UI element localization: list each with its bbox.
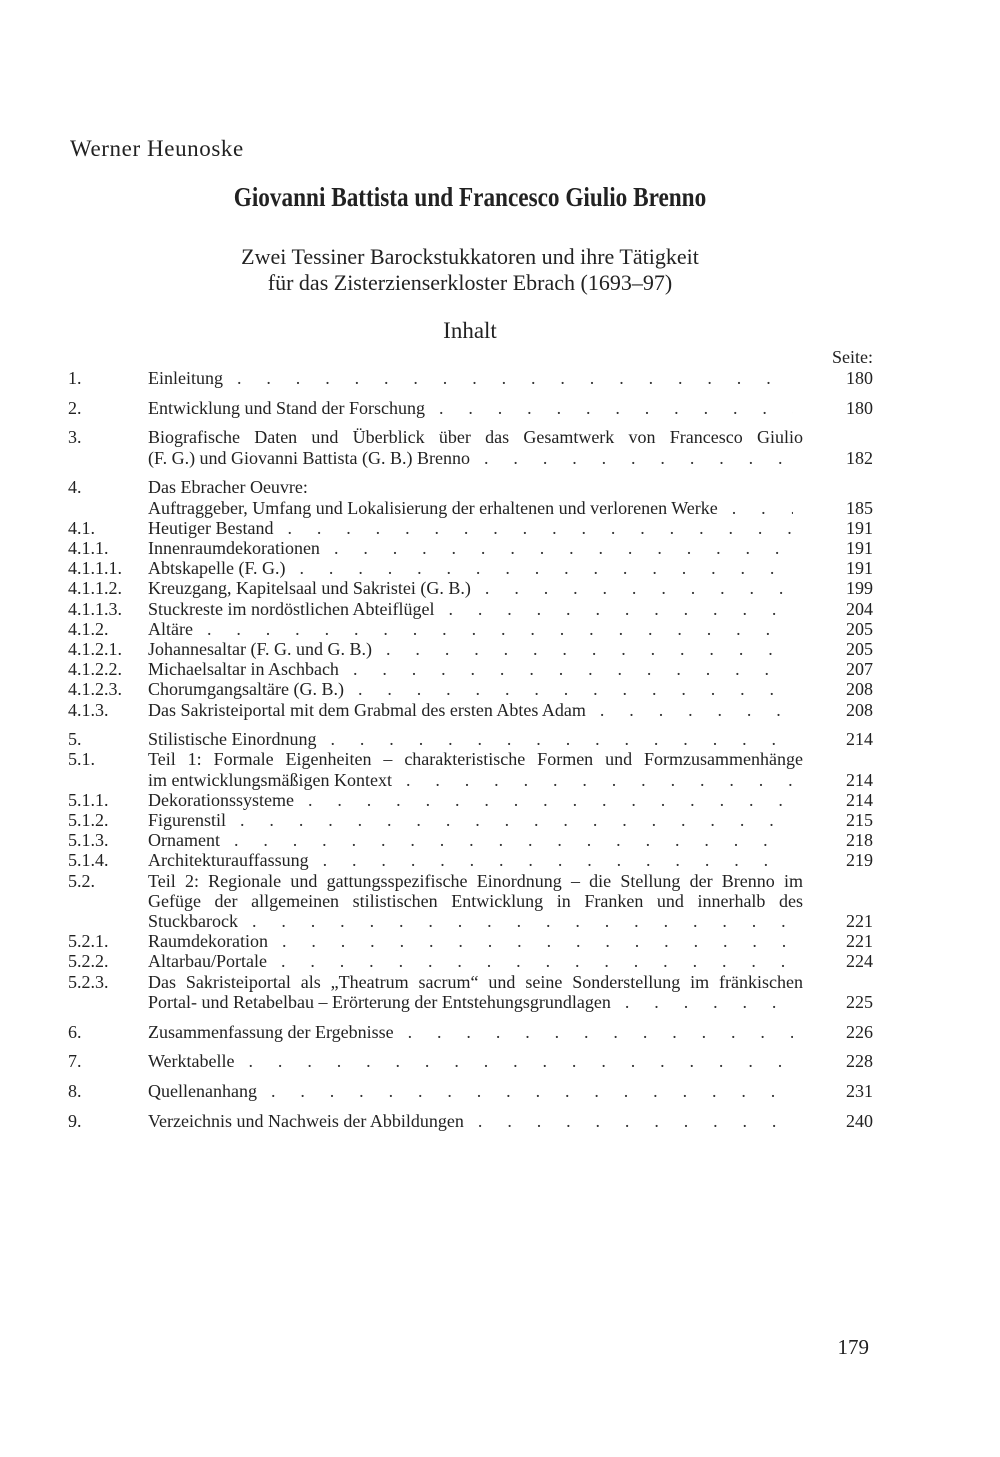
dot-leader xyxy=(294,790,793,810)
subtitle-line-2: für das Zisterzienserkloster Ebrach (1693–97) xyxy=(267,270,673,295)
toc-entry-number: 4. xyxy=(68,477,82,498)
toc-entry xyxy=(68,398,873,418)
toc-entry-page: 185 xyxy=(846,497,873,518)
toc-entry-line xyxy=(148,368,803,388)
toc-entry-number: 5.2. xyxy=(68,870,95,891)
toc-entry-line: Gefüge der allgemeinen stilistischen Entwicklung in Franken und innerhalb des xyxy=(148,890,803,911)
dot-leader xyxy=(257,1081,793,1101)
dot-leader xyxy=(238,911,793,931)
toc-entry-page: 205 xyxy=(846,638,873,659)
dot-leader xyxy=(471,578,793,598)
toc-entry-number: 4.1.1.1. xyxy=(68,558,122,579)
toc-entry-line xyxy=(148,498,803,518)
toc-entry-line: Biografische Daten und Überblick über das Gesamtwerk von Francesco Giulio xyxy=(148,427,803,448)
toc-entry xyxy=(68,830,873,850)
toc-entry-number: 4.1.1. xyxy=(68,537,109,558)
toc-entry-line-text: Johannesaltar (F. G. und G. B.) xyxy=(148,638,373,659)
dot-leader xyxy=(273,518,793,538)
toc-entry xyxy=(68,619,873,639)
dot-leader xyxy=(425,398,793,418)
toc-entry-text xyxy=(148,578,803,598)
toc-entry-line xyxy=(148,850,803,870)
toc-entry xyxy=(68,729,873,749)
dot-leader xyxy=(320,538,793,558)
toc-entry-line-text: Portal- und Retabelbau – Erörterung der Entstehungsgrundlagen xyxy=(148,991,611,1012)
toc-entry-text xyxy=(148,972,803,1012)
toc-entry-text xyxy=(148,749,803,789)
toc-entry-text xyxy=(148,1081,803,1101)
toc-entry-text xyxy=(148,871,803,932)
toc-entry-line xyxy=(148,700,803,720)
toc-entry-text xyxy=(148,639,803,659)
toc-entry-text xyxy=(148,700,803,720)
toc-entry-text xyxy=(148,1022,803,1042)
dot-leader xyxy=(464,1111,793,1131)
toc-entry xyxy=(68,790,873,810)
page-number: 179 xyxy=(837,1335,869,1359)
toc-entry xyxy=(68,558,873,578)
toc-entry-line-text: Architekturauffassung xyxy=(148,850,309,871)
toc-entry-line: Teil 1: Formale Eigenheiten – charakteristische Formen und Formzusammenhänge xyxy=(148,749,803,770)
toc-entry-text xyxy=(148,850,803,870)
toc-entry-page: 240 xyxy=(846,1110,873,1131)
toc-entry-number: 4.1.2.1. xyxy=(68,638,122,659)
toc-entry-page: 205 xyxy=(846,618,873,639)
toc-entry-number: 4.1.1.2. xyxy=(68,578,122,599)
subtitle-line-1: Zwei Tessiner Barockstukkatoren und ihre Tätigkeit xyxy=(241,244,699,269)
dot-leader xyxy=(226,810,793,830)
toc-entry-line xyxy=(148,1111,803,1131)
toc-entry-page: 218 xyxy=(846,830,873,851)
toc-entry-page: 214 xyxy=(846,729,873,750)
toc-entry-number: 4.1.2. xyxy=(68,618,109,639)
toc-entry-page: 204 xyxy=(846,598,873,619)
toc-entry-line-text: Innenraumdekorationen xyxy=(148,537,320,558)
toc-entry-text xyxy=(148,599,803,619)
toc-entry-line xyxy=(148,398,803,418)
toc-entry-page: 199 xyxy=(846,578,873,599)
toc-entry-text xyxy=(148,729,803,749)
toc-entry xyxy=(68,679,873,699)
toc-entry-line-text: im entwicklungsmäßigen Kontext xyxy=(148,769,392,790)
toc-entry-number: 1. xyxy=(68,368,82,388)
toc-entry xyxy=(68,1051,873,1071)
toc-entry-page: 215 xyxy=(846,810,873,831)
toc-entry-number: 8. xyxy=(68,1081,82,1101)
toc-entry-page: 191 xyxy=(846,558,873,579)
toc-entry-line xyxy=(148,729,803,749)
toc-entry-line xyxy=(148,830,803,850)
toc-entry-text xyxy=(148,679,803,699)
toc-entry-page: 207 xyxy=(846,659,873,680)
toc-entry-line xyxy=(148,448,803,468)
dot-leader xyxy=(470,448,793,468)
dot-leader xyxy=(268,931,793,951)
toc-entry-page: 226 xyxy=(846,1021,873,1042)
dot-leader xyxy=(317,729,794,749)
toc-entry-line-text: Entwicklung und Stand der Forschung xyxy=(148,397,425,418)
toc-entry xyxy=(68,700,873,720)
toc-entry xyxy=(68,1111,873,1131)
toc-entry-line-text: Altäre xyxy=(148,618,193,639)
toc-entry-number: 2. xyxy=(68,397,82,418)
toc-entry-page: 219 xyxy=(846,850,873,871)
toc-entry-page: 208 xyxy=(846,679,873,700)
toc-entry xyxy=(68,578,873,598)
toc-entry-line xyxy=(148,911,803,931)
toc-entry-line xyxy=(148,538,803,558)
toc-entry-page: 231 xyxy=(846,1081,873,1101)
toc-entry xyxy=(68,599,873,619)
toc-entry-line xyxy=(148,810,803,830)
toc-entry-line xyxy=(148,599,803,619)
dot-leader xyxy=(286,558,793,578)
page-column-heading: Seite: xyxy=(832,347,873,367)
toc-entry-text xyxy=(148,931,803,951)
toc-entry-number: 4.1.3. xyxy=(68,699,109,720)
toc-entry-page: 180 xyxy=(846,397,873,418)
toc-entry-text xyxy=(148,790,803,810)
toc-entry xyxy=(68,871,873,932)
toc-entry-page: 180 xyxy=(846,368,873,388)
toc-entry-text xyxy=(148,810,803,830)
toc-entry-line xyxy=(148,770,803,790)
toc-entry-line-text: Heutiger Bestand xyxy=(148,517,274,538)
toc-entry-number: 5.2.1. xyxy=(68,931,109,952)
toc-entry-number: 4.1.2.3. xyxy=(68,679,122,700)
toc-entry-line-text: Figurenstil xyxy=(148,810,227,831)
toc-entry-text xyxy=(148,477,803,517)
toc-entry-text xyxy=(148,368,803,388)
toc-entry-line xyxy=(148,992,803,1012)
toc-entry-line-text: Einleitung xyxy=(148,368,223,388)
toc-entry xyxy=(68,659,873,679)
toc-entry-line-text: Zusammenfassung der Ergebnisse xyxy=(148,1021,394,1042)
toc-entry-line-text: Verzeichnis und Nachweis der Abbildungen xyxy=(148,1110,464,1131)
toc-entry-number: 5. xyxy=(68,729,82,750)
toc-entry-text xyxy=(148,518,803,538)
dot-leader xyxy=(434,599,793,619)
dot-leader xyxy=(372,639,793,659)
toc-entry-line-text: Chorumgangsaltäre (G. B.) xyxy=(148,679,344,700)
toc-entry-number: 5.1.1. xyxy=(68,789,109,810)
toc-entry-number: 5.1.2. xyxy=(68,810,109,831)
toc-entry-text xyxy=(148,619,803,639)
toc-entry-text xyxy=(148,558,803,578)
toc-entry-line-text: Auftraggeber, Umfang und Lokalisierung der erhaltenen und verlorenen Werke xyxy=(148,497,718,518)
toc-entry-text xyxy=(148,1111,803,1131)
toc-entry-page: 214 xyxy=(846,769,873,790)
toc-entry xyxy=(68,850,873,870)
toc-entry-text xyxy=(148,398,803,418)
toc-entry xyxy=(68,972,873,1012)
toc-entry-line-text: Ornament xyxy=(148,830,220,851)
toc-entry-line xyxy=(148,1051,803,1071)
toc-entry-line xyxy=(148,951,803,971)
toc-entry-line-text: Stilistische Einordnung xyxy=(148,729,317,750)
dot-leader xyxy=(718,498,793,518)
toc-entry-line xyxy=(148,931,803,951)
toc-entry-text xyxy=(148,830,803,850)
toc-entry-text xyxy=(148,1051,803,1071)
toc-entry-line-text: Quellenanhang xyxy=(148,1081,257,1101)
toc-entry-line-text: Werktabelle xyxy=(148,1051,235,1072)
toc-entry-line: Das Sakristeiportal als „Theatrum sacrum“ und seine Sonderstellung im fränkischen xyxy=(148,971,803,992)
author-name: Werner Heunoske xyxy=(70,136,244,161)
toc-entry-text xyxy=(148,659,803,679)
toc-entry-text xyxy=(148,538,803,558)
article-title: Giovanni Battista und Francesco Giulio Brenno xyxy=(233,182,707,212)
toc-entry xyxy=(68,639,873,659)
toc-entry-line xyxy=(148,558,803,578)
toc-entry-line-text: Stuckreste im nordöstlichen Abteiflügel xyxy=(148,598,435,619)
toc-entry xyxy=(68,810,873,830)
toc-entry-line xyxy=(148,578,803,598)
toc-entry-number: 4.1.1.3. xyxy=(68,598,122,619)
toc-entry-page: 225 xyxy=(846,991,873,1012)
toc-entry-line-text: Kreuzgang, Kapitelsaal und Sakristei (G. B.) xyxy=(148,578,471,599)
dot-leader xyxy=(220,830,793,850)
toc-entry-page: 208 xyxy=(846,699,873,720)
dot-leader xyxy=(611,992,793,1012)
toc-entry-page: 182 xyxy=(846,447,873,468)
toc-entry-line xyxy=(148,518,803,538)
toc-entry xyxy=(68,931,873,951)
toc-entry-page: 191 xyxy=(846,517,873,538)
toc-entry-line-text: Altarbau/Portale xyxy=(148,951,267,972)
toc-entry-line: Teil 2: Regionale und gattungsspezifische Einordnung – die Stellung der Brenno im xyxy=(148,870,803,891)
toc-entry-number: 3. xyxy=(68,427,82,448)
table-of-contents xyxy=(68,368,873,1131)
toc-entry-line xyxy=(148,790,803,810)
toc-entry-text xyxy=(148,427,803,467)
dot-leader xyxy=(394,1022,793,1042)
toc-entry-line-text: (F. G.) und Giovanni Battista (G. B.) Brenno xyxy=(148,447,471,468)
toc-entry xyxy=(68,368,873,388)
dot-leader xyxy=(235,1051,793,1071)
toc-entry-number: 6. xyxy=(68,1021,82,1042)
toc-entry-page: 191 xyxy=(846,537,873,558)
toc-entry-line xyxy=(148,1081,803,1101)
toc-entry-line-text: Raumdekoration xyxy=(148,931,268,952)
contents-heading: Inhalt xyxy=(443,318,497,343)
dot-leader xyxy=(223,368,793,388)
toc-entry-number: 5.2.2. xyxy=(68,951,109,972)
toc-entry-line xyxy=(148,639,803,659)
toc-entry xyxy=(68,749,873,789)
toc-entry-page: 228 xyxy=(846,1051,873,1072)
toc-entry-number: 4.1. xyxy=(68,517,95,538)
toc-entry-line-text: Abtskapelle (F. G.) xyxy=(148,558,286,579)
toc-entry-line-text: Dekorationssysteme xyxy=(148,789,294,810)
toc-entry-number: 5.2.3. xyxy=(68,971,109,992)
dot-leader xyxy=(309,850,793,870)
toc-entry-page: 214 xyxy=(846,789,873,810)
toc-entry-line-text: Stuckbarock xyxy=(148,911,238,932)
toc-entry-line xyxy=(148,659,803,679)
toc-entry-line-text: Das Sakristeiportal mit dem Grabmal des ersten Abtes Adam xyxy=(148,699,586,720)
dot-leader xyxy=(193,619,793,639)
toc-entry xyxy=(68,518,873,538)
toc-entry-number: 9. xyxy=(68,1110,82,1131)
dot-leader xyxy=(392,770,793,790)
toc-entry xyxy=(68,477,873,517)
toc-entry-number: 4.1.2.2. xyxy=(68,659,122,680)
toc-entry-line xyxy=(148,619,803,639)
toc-entry-line: Das Ebracher Oeuvre: xyxy=(148,477,308,498)
toc-entry-text xyxy=(148,951,803,971)
toc-entry xyxy=(68,1022,873,1042)
toc-entry-page: 224 xyxy=(846,951,873,972)
toc-entry-number: 5.1. xyxy=(68,749,95,770)
dot-leader xyxy=(267,951,793,971)
toc-entry-page: 221 xyxy=(846,931,873,952)
dot-leader xyxy=(339,659,793,679)
toc-entry-line xyxy=(148,1022,803,1042)
toc-entry xyxy=(68,427,873,467)
toc-entry-line-text: Michaelsaltar in Aschbach xyxy=(148,659,339,680)
dot-leader xyxy=(586,700,793,720)
toc-entry-number: 7. xyxy=(68,1051,82,1072)
toc-entry xyxy=(68,1081,873,1101)
toc-entry-page: 221 xyxy=(846,911,873,932)
toc-entry-line xyxy=(148,679,803,699)
toc-entry xyxy=(68,951,873,971)
toc-entry-number: 5.1.3. xyxy=(68,830,109,851)
toc-entry-number: 5.1.4. xyxy=(68,850,109,871)
toc-entry xyxy=(68,538,873,558)
dot-leader xyxy=(344,679,793,699)
